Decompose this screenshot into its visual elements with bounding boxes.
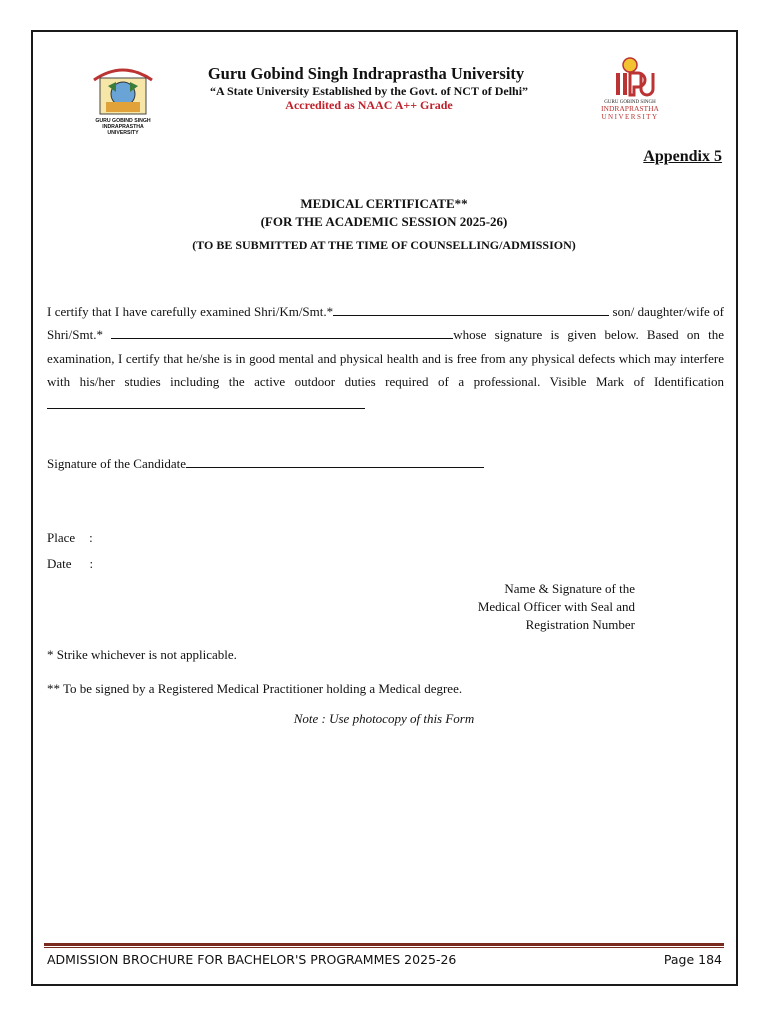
- certificate-instruction: (TO BE SUBMITTED AT THE TIME OF COUNSELLING/ADMISSION): [192, 238, 576, 252]
- date-colon: :: [89, 556, 94, 571]
- date-label: Date: [47, 556, 72, 571]
- svg-text:INDRAPRASTHA: INDRAPRASTHA: [601, 104, 659, 113]
- signature-note: ** To be signed by a Registered Medical Practitioner holding a Medical degree.: [47, 681, 463, 696]
- svg-text:GURU GOBIND SINGH: GURU GOBIND SINGH: [604, 100, 656, 105]
- identification-mark-blank[interactable]: [47, 394, 365, 409]
- officer-line-3: Registration Number: [525, 617, 635, 632]
- svg-text:UNIVERSITY: UNIVERSITY: [601, 113, 659, 121]
- place-label: Place: [47, 530, 76, 545]
- footer-rule-thin: [44, 947, 724, 948]
- svg-text:GURU GOBIND SINGH: GURU GOBIND SINGH: [95, 118, 151, 124]
- examinee-name-blank[interactable]: [333, 301, 609, 316]
- svg-text:INDRAPRASTHA: INDRAPRASTHA: [102, 124, 144, 130]
- medical-officer-block: [478, 580, 635, 634]
- officer-line-1: Name & Signature of the: [504, 581, 635, 596]
- date-row: [47, 556, 93, 572]
- guardian-name-blank[interactable]: [111, 324, 453, 339]
- place-row: [47, 530, 93, 546]
- certify-text: I certify that I have carefully examined Shri/Km/Smt.*: [47, 304, 334, 319]
- candidate-signature-row: [47, 453, 484, 472]
- officer-line-2: Medical Officer with Seal and: [477, 599, 635, 614]
- relation-text: son/ daughter/wife of Shri/Smt.*: [47, 304, 724, 343]
- certificate-title: MEDICAL CERTIFICATE**: [300, 196, 468, 211]
- candidate-signature-label: Signature of the Candidate: [47, 456, 186, 471]
- accreditation-text: Accredited as NAAC A++ Grade: [285, 98, 453, 112]
- strike-note: * Strike whichever is not applicable.: [47, 647, 237, 662]
- photocopy-note: Note : Use photocopy of this Form: [293, 711, 475, 726]
- appendix-label: Appendix 5: [643, 148, 722, 165]
- university-subtitle: “A State University Established by the Govt. of NCT of Delhi”: [209, 84, 529, 98]
- page-border: [31, 30, 738, 986]
- ipu-logo: [592, 55, 668, 125]
- certification-paragraph: [47, 300, 724, 416]
- footer-page-number: Page 184: [663, 952, 722, 967]
- university-seal-logo: [82, 58, 164, 140]
- svg-text:UNIVERSITY: UNIVERSITY: [107, 130, 139, 136]
- declaration-text: whose signature is given below. Based on the examination, I certify that he/she is in good mental and physical health and is free from any physical defects which may interfere with his/her studies including the active outdoor duties required of a professional. Visible Mark of Identification: [47, 327, 724, 389]
- footer-rule-thick: [44, 943, 724, 946]
- place-colon: :: [89, 530, 93, 545]
- footer-brochure-title: ADMISSION BROCHURE FOR BACHELOR'S PROGRAMMES 2025-26: [47, 952, 457, 967]
- candidate-signature-blank[interactable]: [186, 453, 484, 468]
- certificate-session: (FOR THE ACADEMIC SESSION 2025-26): [260, 214, 508, 229]
- university-name: Guru Gobind Singh Indraprastha University: [207, 64, 525, 83]
